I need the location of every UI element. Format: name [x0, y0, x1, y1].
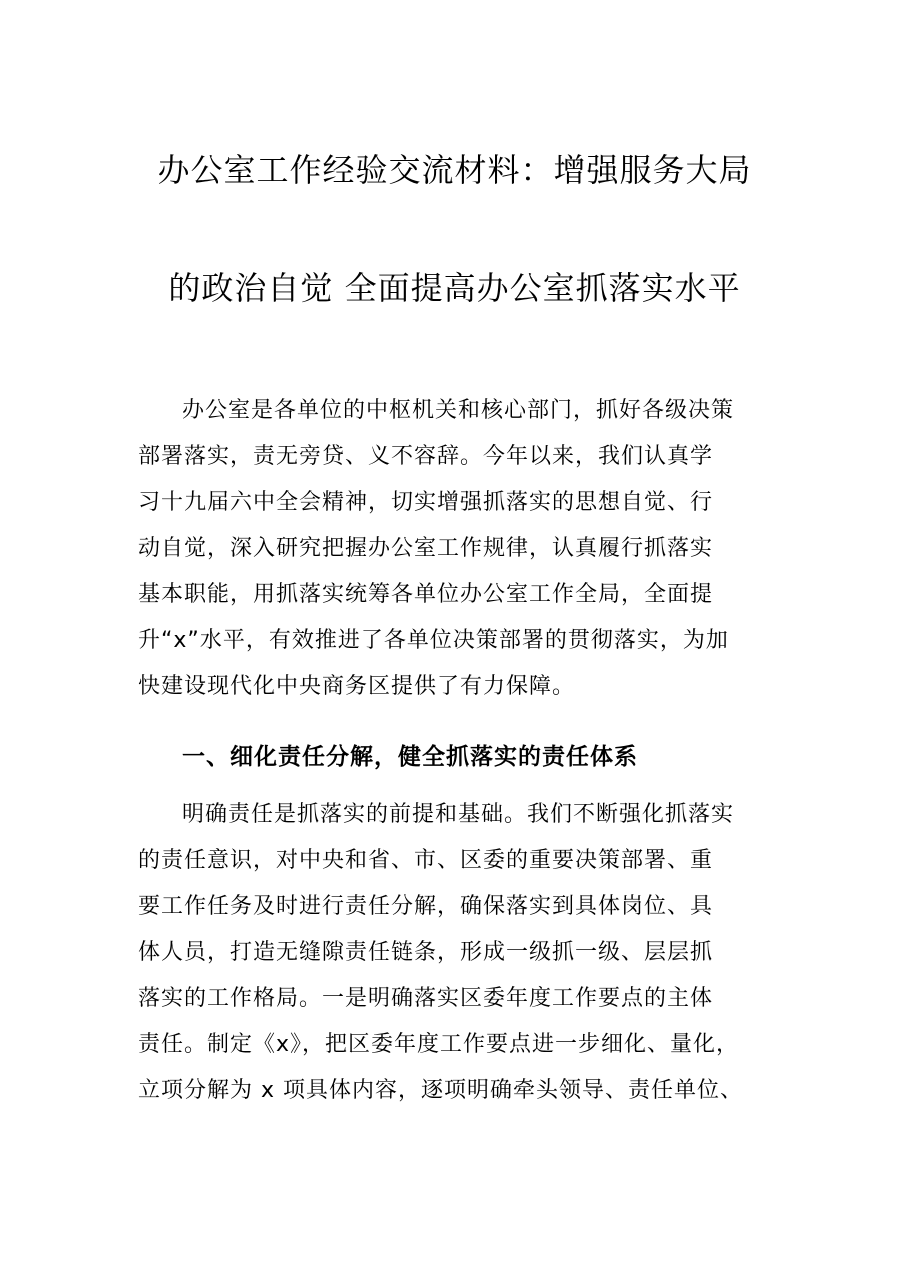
paragraph-line: 要工作任务及时进行责任分解，确保落实到具体岗位、具: [138, 894, 714, 919]
section-heading-1: 一、细化责任分解，健全抓落实的责任体系: [182, 744, 638, 770]
document-title-line-2: 的政治自觉 全面提高办公室抓落实水平: [168, 269, 741, 307]
paragraph-line: 责任。制定《x》，把区委年度工作要点进一步细化、量化，: [138, 1032, 740, 1057]
paragraph-line: 体人员，打造无缝隙责任链条，形成一级抓一级、层层抓: [138, 940, 714, 965]
paragraph-line: 习十九届六中全会精神，切实增强抓落实的思想自觉、行: [138, 490, 714, 515]
document-title-line-1: 办公室工作经验交流材料：增强服务大局: [157, 151, 752, 189]
paragraph-line: 立项分解为 x 项具体内容，逐项明确牵头领导、责任单位、: [138, 1078, 744, 1103]
paragraph-line: 基本职能，用抓落实统筹各单位办公室工作全局，全面提: [138, 582, 714, 607]
paragraph-line: 落实的工作格局。一是明确落实区委年度工作要点的主体: [138, 986, 714, 1011]
paragraph-line: 升“x”水平，有效推进了各单位决策部署的贯彻落实，为加: [138, 628, 729, 653]
paragraph-line: 办公室是各单位的中枢机关和核心部门，抓好各级决策: [182, 398, 735, 423]
paragraph-line: 快建设现代化中央商务区提供了有力保障。: [138, 674, 576, 699]
paragraph-line: 明确责任是抓落实的前提和基础。我们不断强化抓落实: [182, 802, 735, 827]
paragraph-line: 动自觉，深入研究把握办公室工作规律，认真履行抓落实: [138, 536, 714, 561]
paragraph-section-1: [138, 792, 774, 1114]
paragraph-line: 部署落实，责无旁贷、义不容辞。今年以来，我们认真学: [138, 444, 714, 469]
paragraph-line: 的责任意识，对中央和省、市、区委的重要决策部署、重: [138, 848, 714, 873]
paragraph-intro: [138, 388, 774, 710]
